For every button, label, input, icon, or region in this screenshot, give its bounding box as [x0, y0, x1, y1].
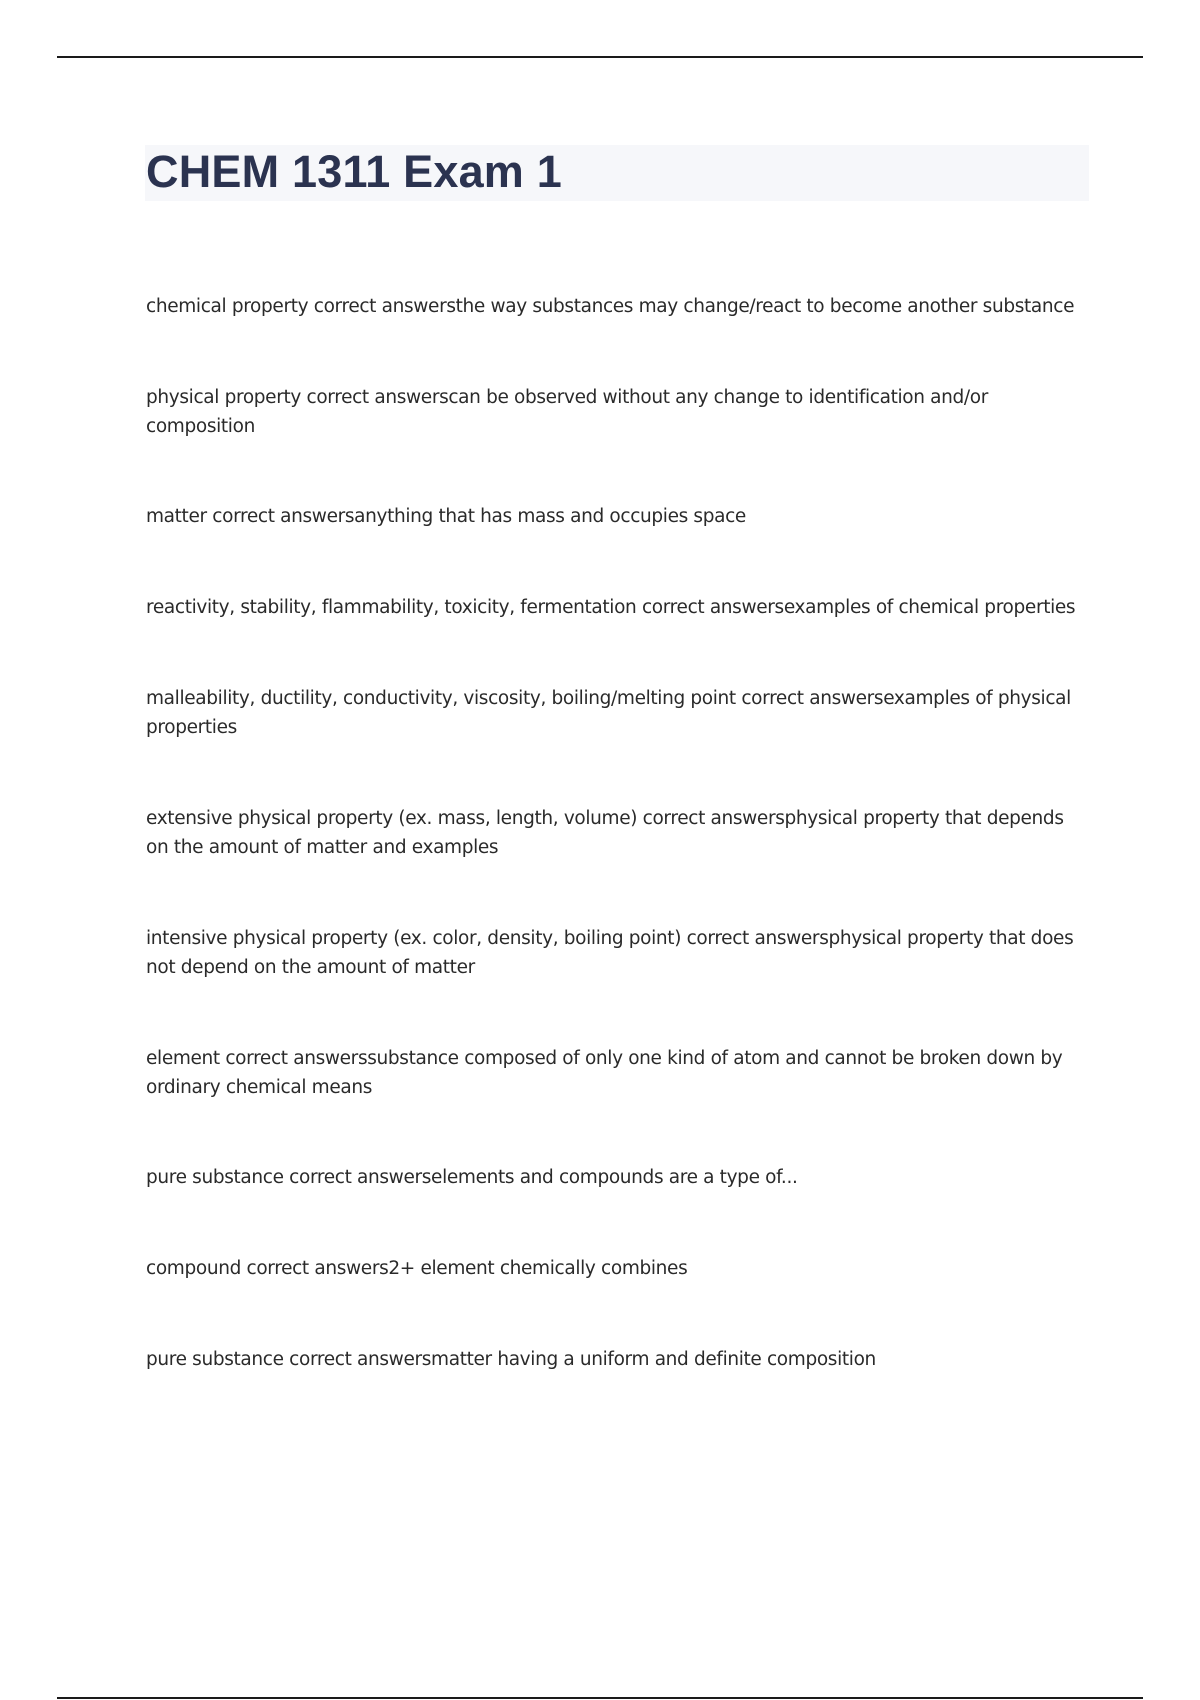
bottom-rule — [57, 1697, 1143, 1699]
flashcard-entry: physical property correct answerscan be observed without any change to identification and/or composition — [146, 387, 989, 437]
flashcard-entry: pure substance correct answerselements and compounds are a type of... — [146, 1167, 798, 1188]
page-title: CHEM 1311 Exam 1 — [146, 146, 562, 197]
flashcard-entry: chemical property correct answersthe way substances may change/react to become another substance — [146, 296, 1075, 317]
flashcard-entry: matter correct answersanything that has mass and occupies space — [146, 506, 746, 527]
flashcard-entry: reactivity, stability, flammability, toxicity, fermentation correct answersexamples of chemical properties — [146, 597, 1076, 618]
flashcard-entry: compound correct answers2+ element chemically combines — [146, 1258, 688, 1279]
flashcard-entry: pure substance correct answersmatter having a uniform and definite composition — [146, 1349, 876, 1370]
flashcard-entry: intensive physical property (ex. color, density, boiling point) correct answersphysical property that does not depend on the amount of matter — [146, 928, 1074, 978]
flashcard-entry: element correct answerssubstance composed of only one kind of atom and cannot be broken down by ordinary chemical means — [146, 1048, 1063, 1098]
flashcard-entry: malleability, ductility, conductivity, viscosity, boiling/melting point correct answersexamples of physical properties — [146, 688, 1071, 738]
flashcard-entry: extensive physical property (ex. mass, length, volume) correct answersphysical property that depends on the amount of matter and examples — [146, 808, 1064, 858]
top-rule — [57, 56, 1143, 58]
